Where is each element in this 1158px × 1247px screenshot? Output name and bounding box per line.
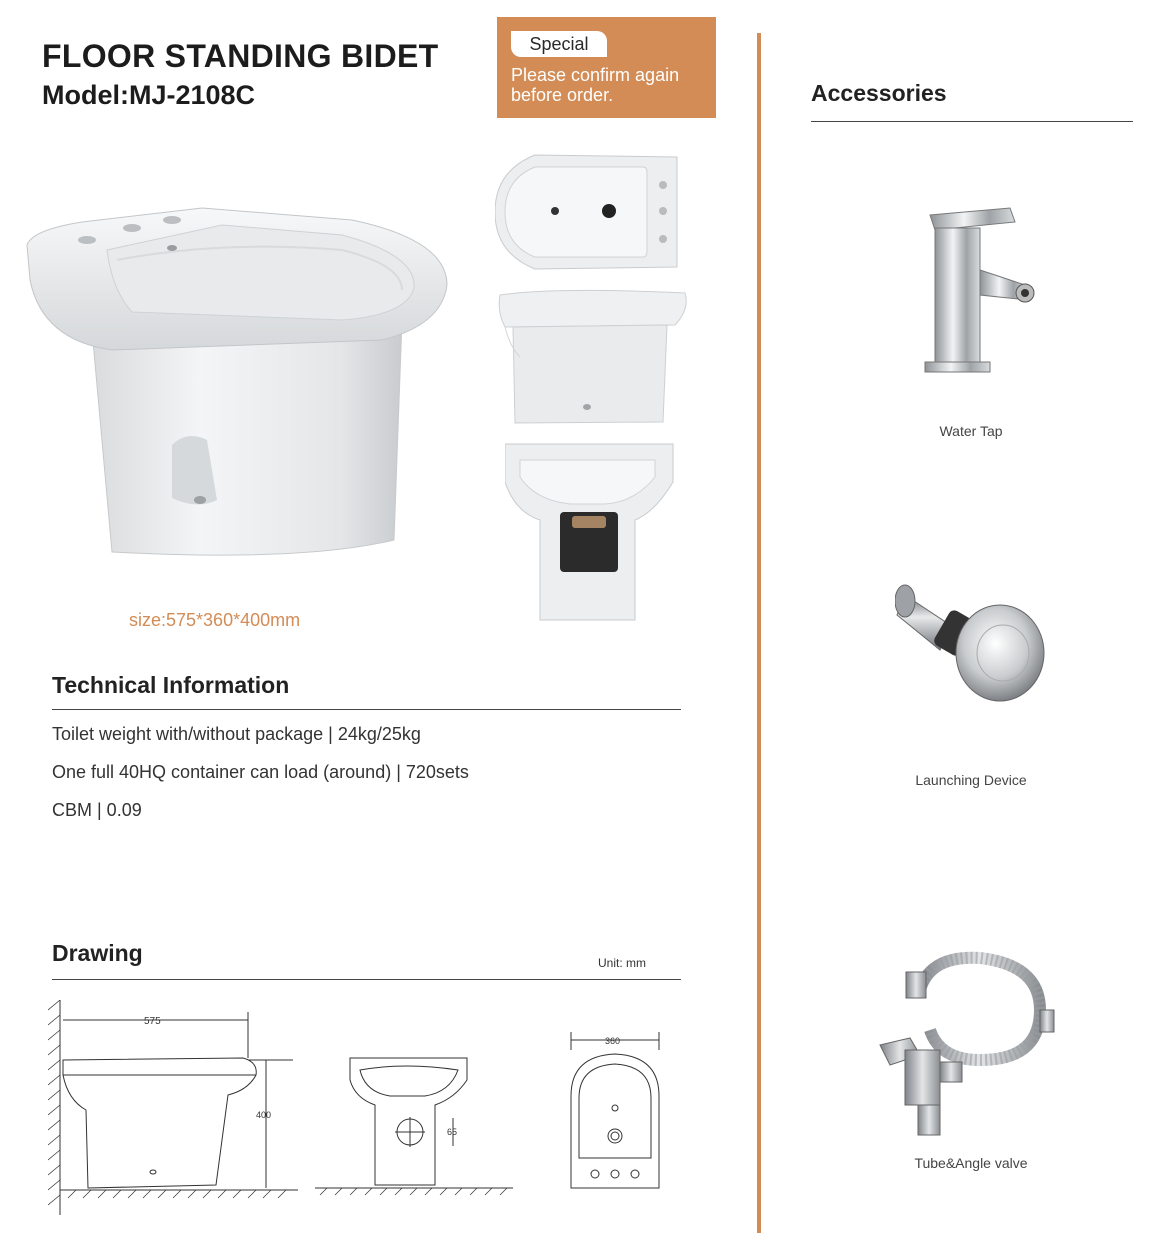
- special-notice-box: [497, 17, 716, 118]
- dim-hole-label: 65: [447, 1127, 458, 1137]
- pop-up-drain-icon: [895, 575, 1050, 710]
- special-note-line-2: before order.: [511, 85, 614, 105]
- model-number: Model:MJ-2108C: [42, 80, 256, 110]
- special-tag: Special: [511, 31, 607, 57]
- special-note: [511, 65, 711, 105]
- technical-info-rule: [52, 709, 681, 710]
- technical-info-heading: Technical Information: [52, 672, 290, 698]
- drawing-unit: Unit: mm: [598, 956, 646, 970]
- accessory-label-angle-valve: Tube&Angle valve: [914, 1155, 1028, 1171]
- angle-valve-icon: [870, 950, 1060, 1145]
- bidet-side-view-photo: [495, 287, 690, 427]
- accessory-label-water-tap: Water Tap: [939, 423, 1003, 439]
- drawing-rule: [52, 979, 681, 980]
- dim-length-label: 575: [144, 1016, 161, 1027]
- bidet-top-view-photo: [495, 153, 680, 271]
- drawing-heading: Drawing: [52, 940, 143, 966]
- accessories-rule: [811, 121, 1133, 122]
- tech-row-weight: Toilet weight with/without package | 24kg/25kg: [52, 724, 421, 744]
- tech-row-cbm: CBM | 0.09: [52, 800, 142, 820]
- column-divider: [757, 33, 761, 1233]
- special-note-line-1: Please confirm again: [511, 65, 680, 85]
- side-view-drawing: [48, 1000, 298, 1220]
- bidet-front-view-photo: [505, 442, 680, 624]
- tech-row-container: One full 40HQ container can load (around) | 720sets: [52, 762, 469, 782]
- product-size: size:575*360*400mm: [129, 610, 301, 630]
- dim-height-label: 400: [256, 1110, 272, 1120]
- water-tap-icon: [900, 200, 1045, 380]
- accessory-label-launching-device: Launching Device: [915, 772, 1027, 788]
- bidet-main-photo: [22, 200, 452, 570]
- dim-width-label: 360: [605, 1036, 621, 1046]
- product-title: FLOOR STANDING BIDET: [42, 38, 439, 74]
- front-view-drawing: [315, 1050, 515, 1200]
- top-view-drawing: [565, 1030, 665, 1192]
- accessories-heading: Accessories: [811, 80, 947, 106]
